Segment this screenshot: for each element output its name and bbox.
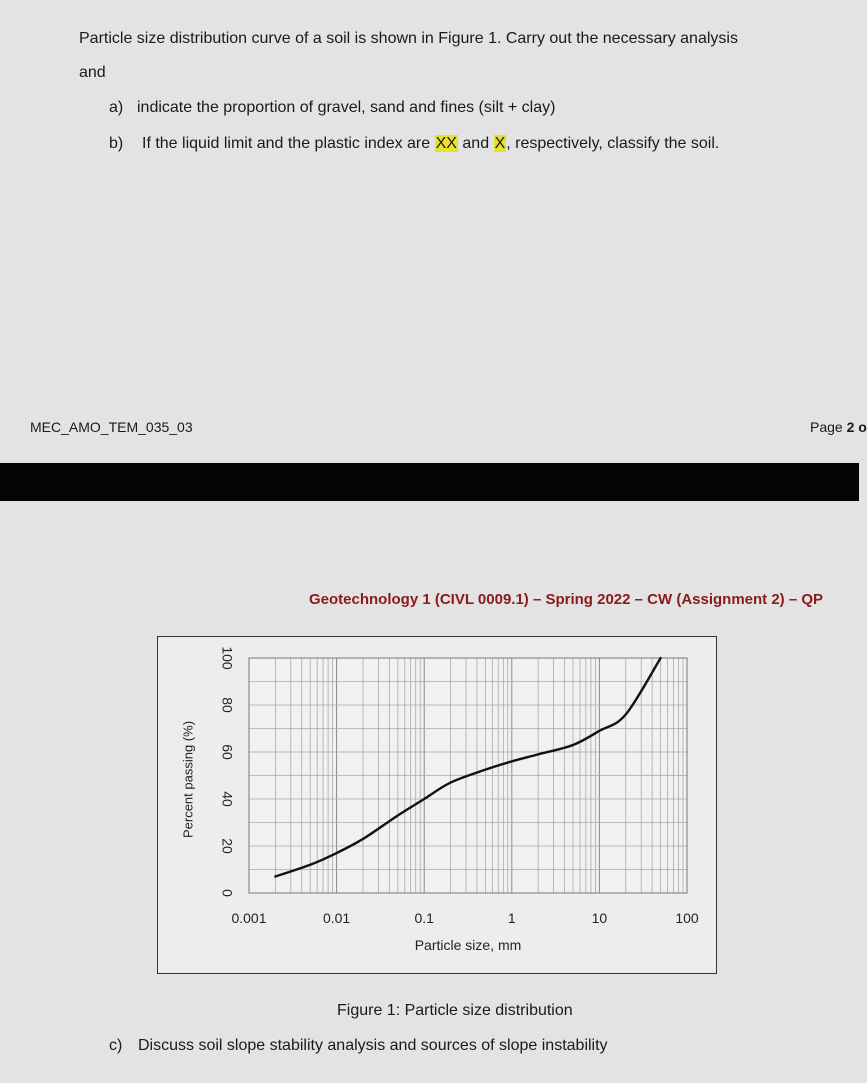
part-b-post: , respectively, classify the soil. bbox=[506, 135, 720, 152]
page-number bbox=[810, 419, 867, 435]
part-c-text: Discuss soil slope stability analysis and sources of slope instability bbox=[138, 1037, 608, 1054]
particle-size-chart bbox=[158, 637, 718, 975]
plastic-index-highlight: X bbox=[494, 135, 506, 152]
y-tick-label: 60 bbox=[219, 744, 236, 760]
figure-frame bbox=[157, 636, 717, 974]
intro-text-line1: Particle size distribution curve of a soil is shown in Figure 1. Carry out the necessary analysis bbox=[79, 30, 738, 47]
x-tick-label: 0.01 bbox=[322, 910, 351, 926]
x-tick-label: 1 bbox=[507, 910, 516, 926]
page-label: Page bbox=[810, 419, 843, 435]
intro-text-line2: and bbox=[79, 64, 106, 81]
figure-caption: Figure 1: Particle size distribution bbox=[337, 1002, 573, 1019]
x-tick-label: 0.001 bbox=[231, 910, 267, 926]
part-a-marker: a) bbox=[109, 99, 124, 116]
part-a-text: indicate the proportion of gravel, sand and fines (silt + clay) bbox=[137, 99, 556, 116]
y-tick-label: 20 bbox=[219, 838, 236, 854]
part-b-pre: If the liquid limit and the plastic index are bbox=[142, 135, 431, 152]
part-b-text bbox=[142, 135, 719, 153]
x-tick-label: 0.1 bbox=[414, 910, 434, 926]
doc-code: MEC_AMO_TEM_035_03 bbox=[30, 419, 193, 435]
part-c-marker: c) bbox=[109, 1037, 123, 1054]
x-tick-label: 10 bbox=[591, 910, 608, 926]
x-axis-label: Particle size, mm bbox=[414, 937, 522, 953]
course-title: Geotechnology 1 (CIVL 0009.1) – Spring 2022 – CW (Assignment 2) – QP bbox=[309, 591, 824, 608]
page-number-value: 2 o bbox=[846, 419, 867, 435]
y-tick-label: 80 bbox=[219, 697, 236, 713]
x-tick-label: 100 bbox=[675, 910, 699, 926]
y-tick-label: 100 bbox=[219, 646, 236, 670]
page-break-bar bbox=[0, 463, 859, 501]
y-tick-label: 40 bbox=[219, 791, 236, 807]
part-b-marker: b) bbox=[109, 135, 124, 152]
part-b-mid: and bbox=[462, 135, 490, 152]
y-tick-label: 0 bbox=[219, 889, 236, 897]
y-axis-label: Percent passing (%) bbox=[180, 720, 196, 839]
liquid-limit-highlight: XX bbox=[435, 135, 457, 152]
